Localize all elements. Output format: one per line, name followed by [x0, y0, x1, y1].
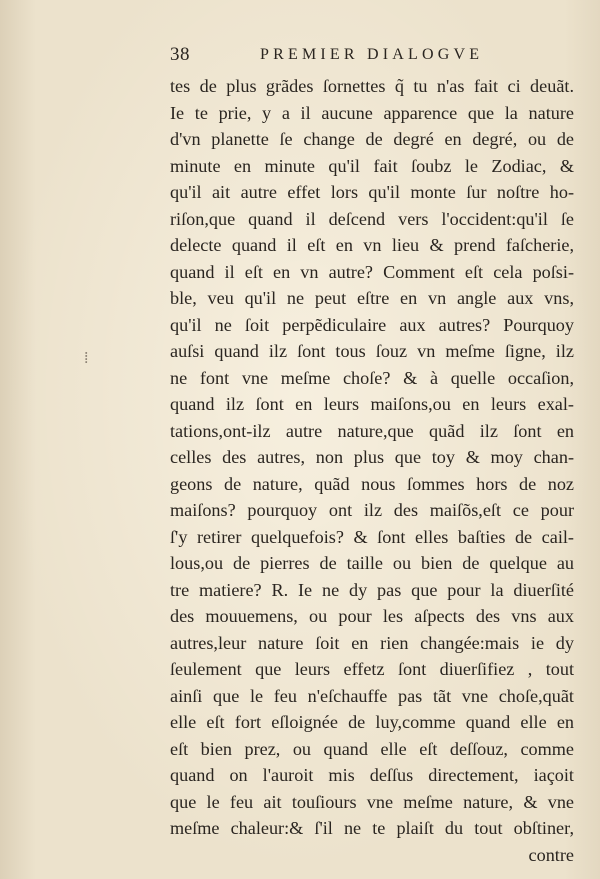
text-line: quand il eſt en vn autre? Comment eſt cela poſsi- [170, 261, 574, 282]
text-line: maiſons? pourquoy ont ilz des maiſõs,eſt ce pour [170, 500, 574, 520]
text-line: tes de plus grãdes ſornettes q̃ tu n'as fait ci deuãt. [170, 76, 574, 96]
text-line: ſeulement que leurs effetz ſont diuerſifiez , tout [170, 659, 574, 679]
text-line: ble, veu qu'il ne peut eſtre en vn angle aux vns, [170, 288, 574, 308]
text-line: auſsi quand ilz ſont tous ſouz vn meſme ſigne, ilz [170, 341, 574, 361]
text-line: quand on l'auroit mis deſſus directement, iaçoit [170, 765, 574, 785]
text-line: autres,leur nature ſoit en rien changée:mais ie dy [170, 632, 574, 653]
text-line: meſme chaleur:& ſ'il ne te plaiſt du tout obſtiner, [170, 818, 574, 838]
text-line: que le feu ait touſiours vne meſme nature, & vne [170, 791, 574, 812]
page-header [170, 44, 570, 70]
text-line: des mouuemens, ou pour les aſpects des vns aux [170, 606, 574, 626]
body-text [170, 73, 574, 868]
text-line: celles des autres, non plus que toy & moy chan- [170, 447, 574, 467]
text-line: elle eſt fort eſloignée de luy,comme quand elle en [170, 712, 574, 732]
text-line: ainſi que le feu n'eſchauffe pas tãt vne choſe,quãt [170, 685, 574, 706]
text-line: qu'il ne ſoit perpẽdiculaire aux autres? Pourquoy [170, 314, 574, 335]
text-line: lous,ou de pierres de taille ou bien de quelque au [170, 553, 574, 573]
text-line: eſt bien prez, ou quand elle eſt deſſouz, comme [170, 738, 574, 759]
text-line: riſon,que quand il deſcend vers l'occident:qu'il ſe [170, 208, 574, 229]
text-line: tre matiere? R. Ie ne dy pas que pour la diuerſité [170, 579, 574, 600]
text-line: Ie te prie, y a il aucune apparence que la nature [170, 102, 574, 123]
text-line: tations,ont-ilz autre nature,que quãd ilz ſont en [170, 420, 574, 441]
text-line: geons de nature, quãd nous ſommes hors de noz [170, 473, 574, 494]
text-line: ſ'y retirer quelquefois? & ſont elles baſties de cail- [170, 526, 574, 547]
catchword: contre [528, 844, 574, 865]
text-line: quand ilz ſont en leurs maiſons,ou en leurs exal- [170, 394, 574, 414]
page-number: 38 [170, 44, 190, 65]
text-line: d'vn planette ſe change de degré en degré, ou de [170, 129, 574, 149]
text-line: minute en minute qu'il fait ſoubz le Zodiac, & [170, 155, 574, 176]
running-head: PREMIER DIALOGVE [260, 46, 484, 63]
margin-mark: ⁞ [84, 350, 89, 367]
text-line: ne font vne meſme choſe? & à quelle occaſion, [170, 367, 574, 388]
text-line: delecte quand il eſt en vn lieu & prend faſcherie, [170, 235, 574, 255]
text-line: qu'il ait autre effet lors qu'il monte ſur noſtre ho- [170, 182, 574, 202]
